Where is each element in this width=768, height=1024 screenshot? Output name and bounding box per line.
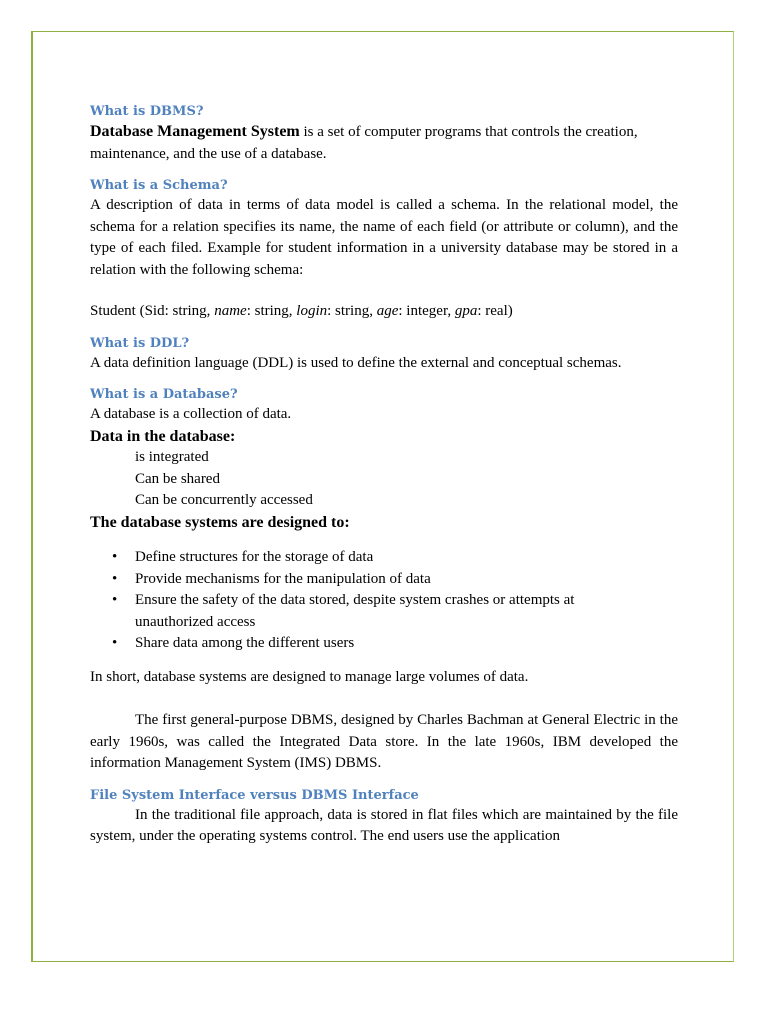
data-properties-heading: Data in the database: (90, 427, 236, 445)
schema-heading: What is a Schema? (90, 178, 228, 193)
filesystem-heading: File System Interface versus DBMS Interface (90, 787, 419, 803)
list-item: • Provide mechanisms for the manipulation of data (135, 569, 678, 591)
designed-to-heading: The database systems are designed to: (90, 513, 350, 531)
bullet-icon: • (112, 549, 118, 565)
dbms-definition: Database Management System is a set of computer programs that controls the creation, maintenance, and the use of a database. (90, 123, 638, 162)
filesystem-paragraph: In the traditional file approach, data is stored in flat files which are maintained by the file system, under the operating systems control. The end users use the application (90, 806, 678, 844)
database-heading: What is a Database? (90, 387, 238, 402)
bullet-icon: • (112, 592, 118, 608)
database-definition: A database is a collection of data. (90, 406, 292, 422)
property-item: Can be concurrently accessed (135, 492, 313, 508)
list-item: • Share data among the different users (135, 633, 678, 655)
dbms-heading: What is DBMS? (90, 104, 204, 119)
property-item: Can be shared (135, 470, 220, 487)
ddl-heading: What is DDL? (90, 335, 190, 351)
document-body (90, 103, 678, 848)
history-paragraph: The first general-purpose DBMS, designed by Charles Bachman at General Electric in the early 1960s, was called the Integrated Data store. In the late 1960s, IBM developed the information Management System (IMS) DBMS. (90, 712, 678, 771)
schema-definition: A description of data in terms of data model is called a schema. In the relational model, the schema for a relation specifies its name, the name of each field (or attribute or column), and the type of each filed. Example for student information in a university database may be stored in a relation with the following schema: (90, 197, 678, 278)
list-item: • Ensure the safety of the data stored, despite system crashes or attempts at unauthorized access (112, 592, 575, 630)
design-goals-list (90, 547, 678, 655)
schema-example: Student (Sid: string, name: string, login: string, age: integer, gpa: real) (90, 303, 513, 319)
list-item: • Define structures for the storage of data (135, 547, 678, 569)
bullet-icon: • (112, 635, 118, 651)
property-item: is integrated (135, 449, 209, 465)
bullet-icon: • (112, 570, 118, 587)
ddl-definition: A data definition language (DDL) is used to define the external and conceptual schemas. (90, 354, 622, 371)
summary-paragraph: In short, database systems are designed to manage large volumes of data. (90, 668, 529, 685)
